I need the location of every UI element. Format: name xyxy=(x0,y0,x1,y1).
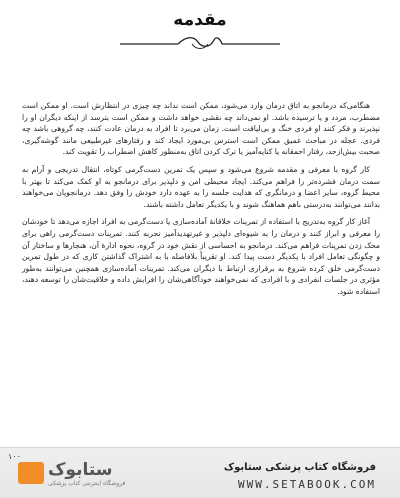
heading-ornament xyxy=(120,34,280,50)
store-name: فروشگاه کتاب پزشکی ستابوک xyxy=(223,462,376,473)
paragraph: آغاز کار گروه به‌تدریج با استفاده از تمرینات خلاقانهٔ آماده‌سازی یا دست‌گرمی به افراد اجازه می‌دهد تا خودشان را معرفی و ابراز کنند و درمان را به شیوه‌ای دلپذیر و غیرتهدیدآمیز تجربه کنند. تمرینات دست‌گرمی راهی برای محک زدن تمرینات فراهم می‌کند. درمانجو به احساسی از نقش خود در گروه، نحوه ادارهٔ آن، هنجارها و ساختار آن و چگونگی تعامل افراد با یکدیگر دست پیدا کند. او تقریباً بلافاصله با به اشتراک گذاشتن کاری که در طول تمرین دست‌گرمی خلق کرده شروع به برقراری ارتباط با دیگران می‌کند. تمرینات آماده‌سازی همچنین می‌توانند به‌طور مؤثری در جلسات انفرادی و با افرادی که نمی‌خواهند خودآگاهی‌شان را افزایش داده و خلاقیت‌شان را توسعه دهند، استفاده شود. xyxy=(22,217,380,296)
logo-subtext: فروشگاه اینترنتی کتاب پزشکی xyxy=(48,480,126,487)
page-heading: مقدمه xyxy=(173,10,227,30)
ornament-flourish xyxy=(178,38,222,47)
setabook-logo xyxy=(18,458,128,488)
page-number: ۱۰۰ xyxy=(8,452,21,461)
store-url[interactable]: WWW.SETABOOK.COM xyxy=(238,478,376,491)
paragraph: هنگامی‌که درمانجو به اتاق درمان وارد می‌شود، ممکن است نداند چه چیزی در انتظارش است. او ممکن است مضطرب، مردد و یا ترسیده باشد. او نمی‌داند چه نقشی خواهد داشت و ممکن است بترسد از اینکه دیگران او را نپذیرند و فکر کنند او فردی خنگ و بی‌لیاقت است. زمان می‌برد تا افراد به درمان عادت کنند، چه گروهی باشد چه فردی. عجله در مباحث عمیق ممکن است استرس بی‌مورد ایجاد کند و رفتارهای غیرطبیعی مانند گوشه‌گیری، صحبت بیش‌ازحد، رفتار احمقانه یا کنایه‌آمیز یا ترک کردن اتاق به‌منظور کاهش اضطراب را تقویت کند. xyxy=(22,101,380,157)
paragraph: کار گروه با معرفی و مقدمه شروع می‌شود و سپس یک تمرین دست‌گرمی کوتاه، انتقال تدریجی و آرام به سمت درمان فشرده‌تر را فراهم می‌کند. ایجاد محیطی امن و دلپذیر برای درمانجو به او کمک می‌کند تا بهتر با محیط گروه، سایر اعضا و درمانگری که هدایت جلسه را به عهده دارد خودش را وفق دهد. درمانجویان می‌خواهند بدانند می‌توانند به‌درستی باهم هماهنگ شوند و با یکدیگر تعامل داشته باشند. xyxy=(22,164,380,209)
logo-book-icon xyxy=(18,462,44,484)
body-text xyxy=(22,100,380,304)
logo-text: ستابوک xyxy=(48,460,113,480)
